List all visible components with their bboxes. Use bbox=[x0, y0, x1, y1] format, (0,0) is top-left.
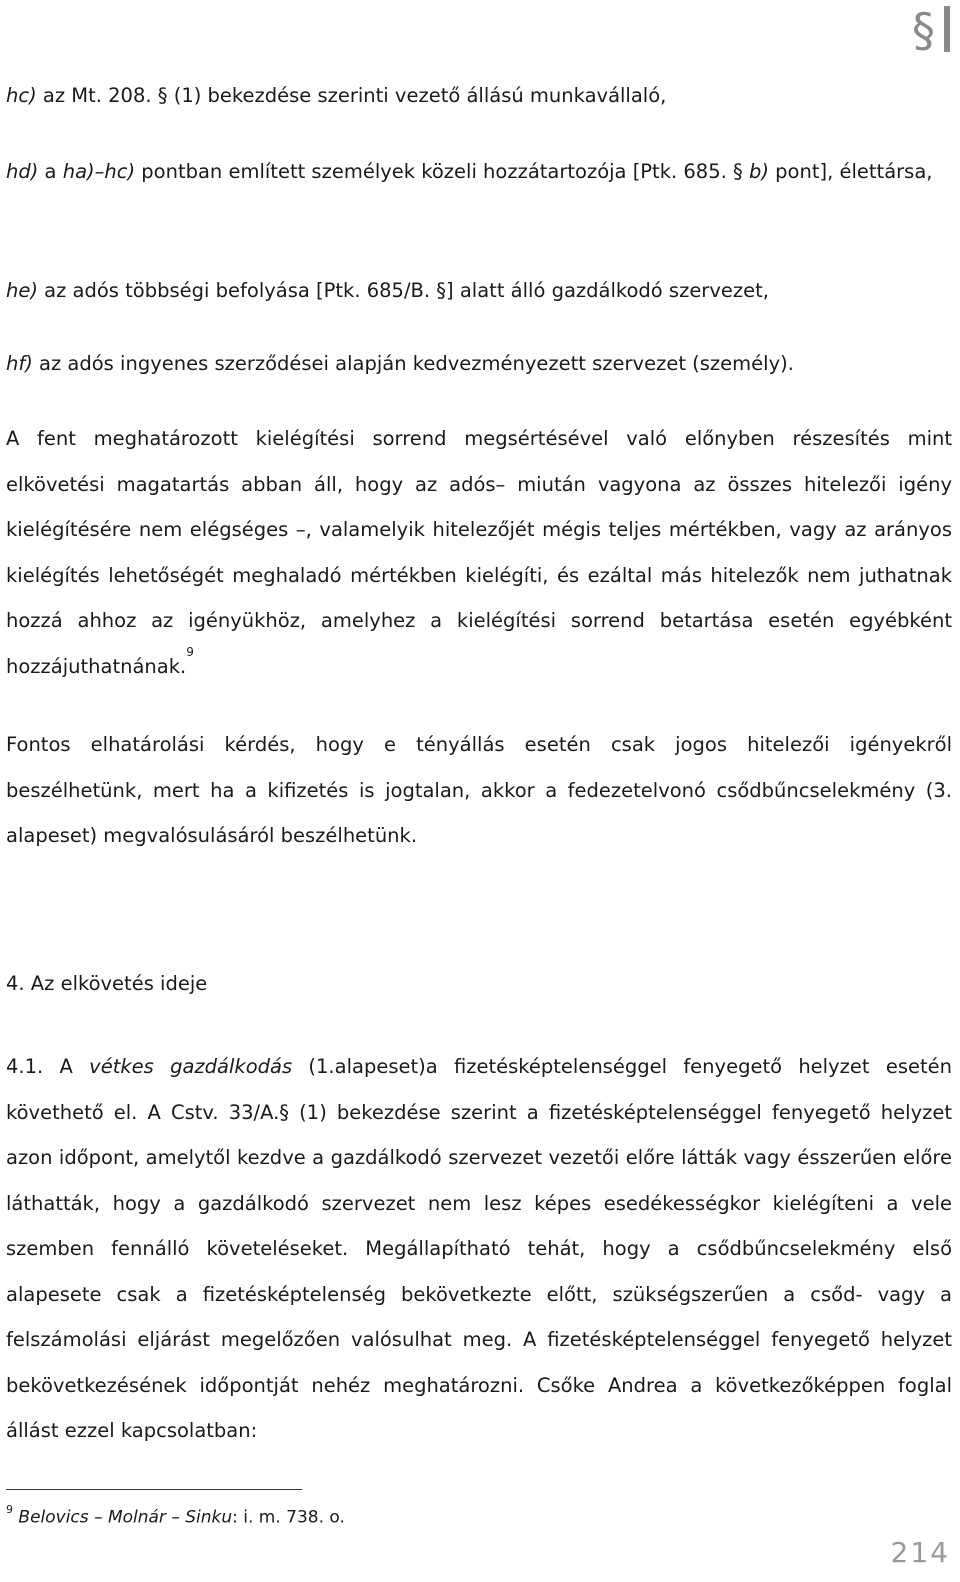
list-item-hf bbox=[6, 341, 952, 387]
section-heading: 4. Az elkövetés ideje bbox=[6, 972, 208, 995]
footnote-source: : i. m. 738. o. bbox=[232, 1507, 345, 1528]
paragraph-emphasis: vétkes gazdálkodás bbox=[89, 1055, 293, 1078]
item-ref: ha)–hc) bbox=[62, 160, 136, 183]
paragraph-text: (1.alapeset)a fizetésképtelenséggel fenyegető helyzet esetén követhető el. A Cstv. 33/A.§ (1) bekezdése szerint a fizetésképtelenséggel fenyegető helyzet azon időpont, amelytől kezdve a gazdálkodó szervezet vezetői előre látták vagy ésszerűen előre láthatták, hogy a gazdálkodó szervezet nem lesz képes esedékességkor kielégíteni a vele szemben fennálló követeléseket. Megállapítható tehát, hogy a csődbűncselekmény első alapesete csak a fizetésképtelenség bekövetkezte előtt, szükségszerűen a csőd- vagy a felszámolási eljárást megelőzően valósulhat meg. A fizetésképtelenséggel fenyegető helyzet bekövetkezésének időpontját nehéz meghatározni. Csőke Andrea a következőképpen foglal állást ezzel kapcsolatban: bbox=[6, 1055, 952, 1442]
list-item-he bbox=[6, 268, 952, 314]
footnote-reference[interactable]: 9 bbox=[186, 645, 194, 659]
item-prefix: he) bbox=[6, 279, 38, 302]
page-number: 214 bbox=[890, 1536, 950, 1569]
item-text: a bbox=[38, 160, 63, 183]
footnote-authors: Belovics – Molnár – Sinku bbox=[18, 1507, 233, 1528]
item-text: az Mt. 208. § (1) bekezdése szerinti vezető állású munkavállaló, bbox=[36, 84, 667, 107]
footnote bbox=[6, 1500, 345, 1531]
list-item-hc bbox=[6, 73, 952, 119]
section-logo bbox=[910, 4, 954, 54]
item-text: az adós többségi befolyása [Ptk. 685/B. §] alatt álló gazdálkodó szervezet, bbox=[37, 279, 769, 302]
svg-text:§: § bbox=[912, 4, 935, 54]
item-text: az adós ingyenes szerződései alapján kedvezményezett szervezet (személy). bbox=[32, 352, 794, 375]
paragraph-timing bbox=[6, 1044, 952, 1454]
paragraph-lead: 4.1. A bbox=[6, 1055, 90, 1078]
section-sign-icon bbox=[910, 4, 954, 54]
paragraph-preference bbox=[6, 416, 952, 689]
paragraph-text: A fent meghatározott kielégítési sorrend megsértésével való előnyben részesítés mint elkövetési magatartás abban áll, hogy az adós– miután vagyona az összes hitelezői igény kielégítésére nem elégséges –, valamelyik hitelezőjét mégis teljes mértékben, vagy az arányos kielégítés lehetőségét meghaladó mértékben kielégíti, és ezáltal más hitelezők nem juthatnak hozzá ahhoz az igényükhöz, amelyhez a kielégítési sorrend betartása esetén egyébként hozzájuthatnának. bbox=[6, 427, 952, 678]
item-prefix: hc) bbox=[6, 84, 37, 107]
paragraph-distinction bbox=[6, 722, 952, 859]
footnote-divider bbox=[6, 1489, 302, 1490]
item-text: pontban említett személyek közeli hozzátartozója [Ptk. 685. § bbox=[135, 160, 749, 183]
footnote-number: 9 bbox=[6, 1503, 13, 1516]
item-ref: b) bbox=[748, 160, 769, 183]
paragraph-text: Fontos elhatárolási kérdés, hogy e tényállás esetén csak jogos hitelezői igényekről beszélhetünk, mert ha a kifizetés is jogtalan, akkor a fedezetelvonó csődbűncselekmény (3. alapeset) megvalósulásáról beszélhetünk. bbox=[6, 733, 952, 847]
item-prefix: hd) bbox=[6, 160, 39, 183]
item-text: pont], élettársa, bbox=[768, 160, 933, 183]
item-prefix: hf) bbox=[6, 352, 33, 375]
list-item-hd bbox=[6, 149, 952, 195]
